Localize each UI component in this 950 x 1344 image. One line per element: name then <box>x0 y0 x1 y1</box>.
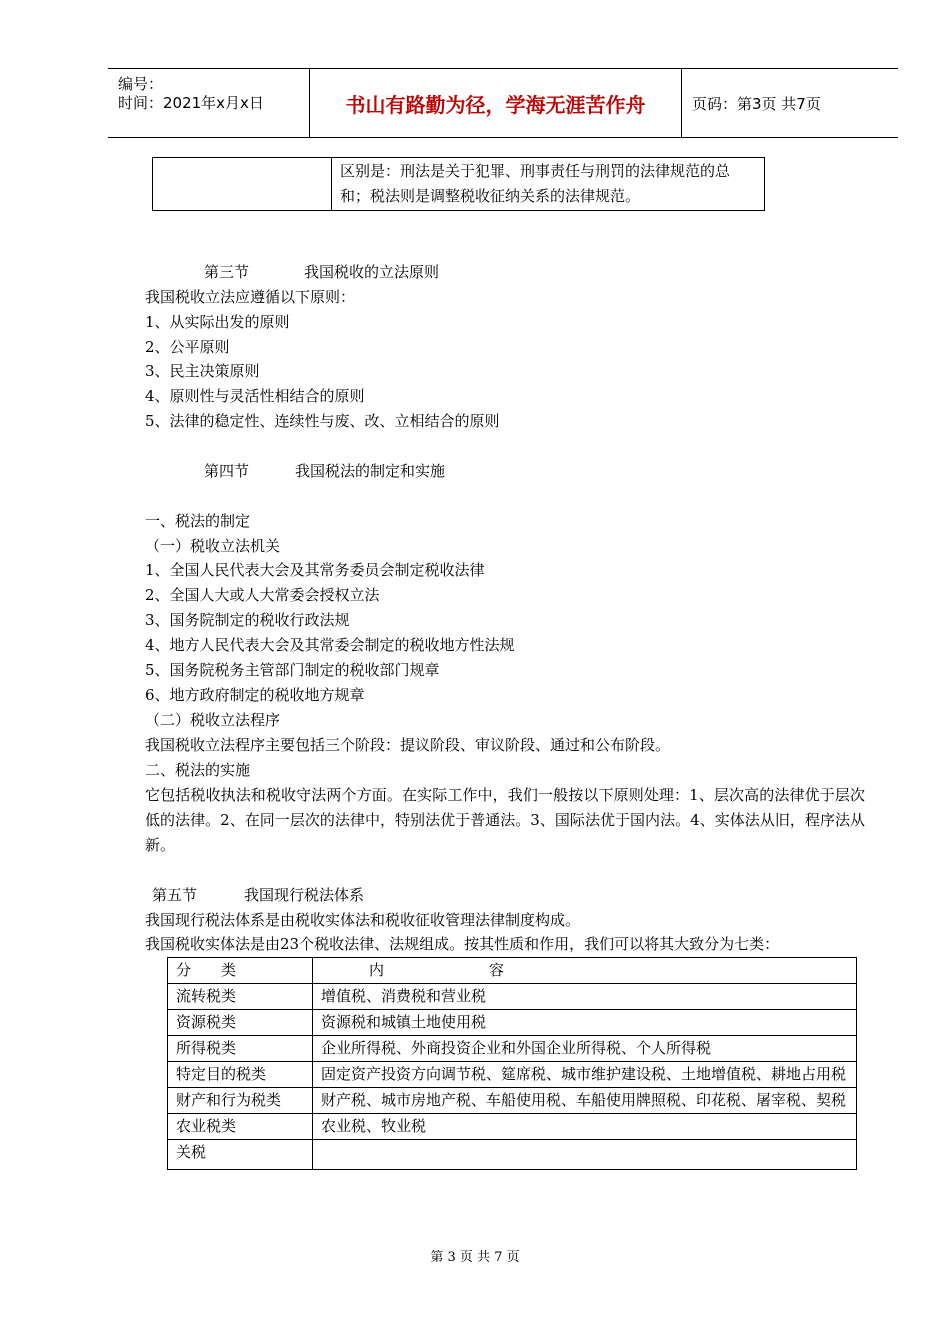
list-item: 1、全国人民代表大会及其常务委员会制定税收法律 <box>145 561 485 579</box>
category-cell: 财产和行为税类 <box>168 1088 313 1114</box>
column-header-content: 内 容 <box>313 958 857 984</box>
top-table <box>152 157 765 211</box>
heading-tax-law-implementation: 二、税法的实施 <box>145 761 251 779</box>
list-item: 1、从实际出发的原则 <box>145 313 290 331</box>
table-row <box>168 1062 857 1088</box>
section5-title: 我国现行税法体系 <box>244 886 365 904</box>
section3-number: 第三节 <box>204 263 250 281</box>
category-cell: 关税 <box>168 1140 313 1170</box>
subheading-legislative-procedure: （二）税收立法程序 <box>145 711 281 729</box>
section3-intro: 我国税收立法应遵循以下原则： <box>145 288 356 306</box>
column-header-category: 分 类 <box>168 958 313 984</box>
content-cell: 资源税和城镇土地使用税 <box>313 1010 857 1036</box>
section5-paragraph-1: 我国现行税法体系是由税收实体法和税收征收管理法律制度构成。 <box>145 911 581 929</box>
list-item: 4、地方人民代表大会及其常委会制定的税收地方性法规 <box>145 636 515 654</box>
list-item: 3、民主决策原则 <box>145 362 260 380</box>
table-header-row <box>168 958 857 984</box>
header-page-label: 页码：第3页 共7页 <box>692 94 821 113</box>
content-cell: 农业税、牧业税 <box>313 1114 857 1140</box>
category-cell: 流转税类 <box>168 984 313 1010</box>
content-cell: 增值税、消费税和营业税 <box>313 984 857 1010</box>
table-row <box>168 1036 857 1062</box>
content-cell: 企业所得税、外商投资企业和外国企业所得税、个人所得税 <box>313 1036 857 1062</box>
list-item: 5、法律的稳定性、连续性与废、改、立相结合的原则 <box>145 412 500 430</box>
list-item: 5、国务院税务主管部门制定的税收部门规章 <box>145 661 440 679</box>
page-header <box>108 68 898 138</box>
list-item: 6、地方政府制定的税收地方规章 <box>145 686 365 704</box>
table-row <box>168 1114 857 1140</box>
list-item: 4、原则性与灵活性相结合的原则 <box>145 387 365 405</box>
list-item: 2、公平原则 <box>145 338 230 356</box>
section4-title: 我国税法的制定和实施 <box>295 462 446 480</box>
content-cell <box>313 1140 857 1170</box>
table-row <box>168 1088 857 1114</box>
section3-title: 我国税收的立法原则 <box>304 263 440 281</box>
category-cell: 资源税类 <box>168 1010 313 1036</box>
procedure-text: 我国税收立法程序主要包括三个阶段：提议阶段、审议阶段、通过和公布阶段。 <box>145 736 671 754</box>
table-row <box>168 1010 857 1036</box>
section5-paragraph-2: 我国税收实体法是由23个税收法律、法规组成。按其性质和作用，我们可以将其大致分为七类： <box>145 935 780 953</box>
category-cell: 特定目的税类 <box>168 1062 313 1088</box>
content-cell: 固定资产投资方向调节税、筵席税、城市维护建设税、土地增值税、耕地占用税 <box>313 1062 857 1088</box>
subheading-legislative-bodies: （一）税收立法机关 <box>145 537 281 555</box>
content-cell: 财产税、城市房地产税、车船使用税、车船使用牌照税、印花税、屠宰税、契税 <box>313 1088 857 1114</box>
top-table-left-cell <box>153 158 332 211</box>
top-table-right-cell: 区别是：刑法是关于犯罪、刑事责任与刑罚的法律规范的总和；税法则是调整税收征纳关系的法律规范。 <box>332 158 765 211</box>
table-row <box>168 984 857 1010</box>
section5-number: 第五节 <box>152 886 198 904</box>
list-item: 2、全国人大或人大常委会授权立法 <box>145 586 380 604</box>
time-label: 时间：2021年x月x日 <box>118 94 264 112</box>
section4-number: 第四节 <box>204 462 250 480</box>
code-label: 编号： <box>118 75 164 93</box>
tax-category-table <box>167 957 857 1170</box>
category-cell: 所得税类 <box>168 1036 313 1062</box>
heading-tax-law-making: 一、税法的制定 <box>145 512 251 530</box>
category-cell: 农业税类 <box>168 1114 313 1140</box>
page-footer: 第 3 页 共 7 页 <box>430 1250 520 1265</box>
list-item: 3、国务院制定的税收行政法规 <box>145 611 350 629</box>
implementation-paragraph: 它包括税收执法和税收守法两个方面。在实际工作中，我们一般按以下原则处理：1、层次高的法律优于层次低的法律。2、在同一层次的法律中，特别法优于普通法。3、国际法优于国内法。4、实体法从旧，程序法从新。 <box>145 786 865 854</box>
table-row <box>153 158 765 211</box>
header-meta <box>108 69 310 137</box>
header-motto: 书山有路勤为径，学海无涯苦作舟 <box>310 69 682 137</box>
table-row <box>168 1140 857 1170</box>
